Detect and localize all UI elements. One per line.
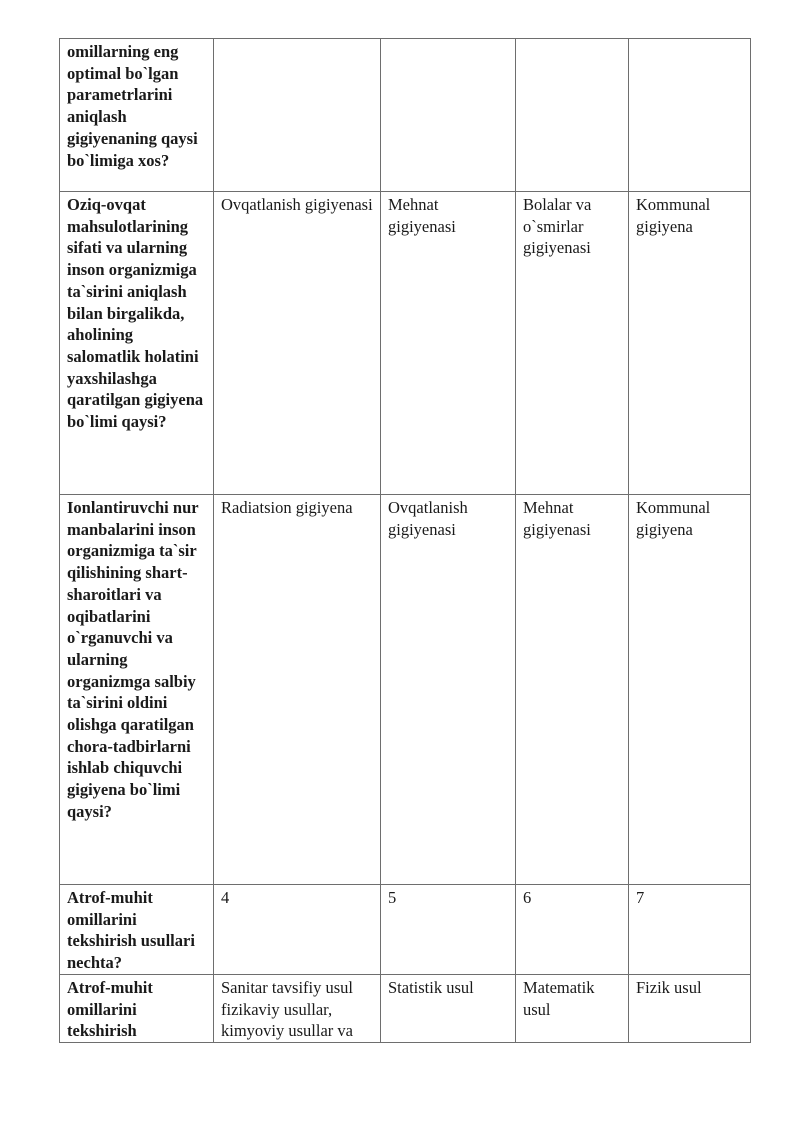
option-cell-a: Radiatsion gigiyena xyxy=(214,495,381,885)
option-cell-b: Ovqatlanish gigiyenasi xyxy=(381,495,516,885)
question-cell: Atrof-muhit omillarini tekshirish usullari nechta? xyxy=(60,885,214,975)
question-cell: omillarning eng optimal bo`lgan parametrlarini aniqlash gigiyenaning qaysi bo`limiga xos? xyxy=(60,39,214,192)
option-cell-a: 4 xyxy=(214,885,381,975)
table-row xyxy=(60,885,751,975)
option-cell-b: Statistik usul xyxy=(381,974,516,1042)
question-cell: Ionlantiruvchi nur manbalarini inson organizmiga ta`sir qilishining shart-sharoitlari va oqibatlarini o`rganuvchi va ularning organizmga salbiy ta`sirini oldini olishga qaratilgan chora-tadbirlarni ishlab chiquvchi gigiyena bo`limi qaysi? xyxy=(60,495,214,885)
table-row xyxy=(60,974,751,1042)
option-cell-b xyxy=(381,39,516,192)
option-cell-d xyxy=(629,39,751,192)
question-table xyxy=(59,38,751,1043)
option-cell-a: Ovqatlanish gigiyenasi xyxy=(214,192,381,495)
option-cell-b: Mehnat gigiyenasi xyxy=(381,192,516,495)
option-cell-d: Kommunal gigiyena xyxy=(629,495,751,885)
option-cell-c: Matematik usul xyxy=(516,974,629,1042)
table-row xyxy=(60,192,751,495)
option-cell-c: 6 xyxy=(516,885,629,975)
question-cell: Oziq-ovqat mahsulotlarining sifati va ularning inson organizmiga ta`sirini aniqlash bilan birgalikda, aholining salomatlik holatini yaxshilashga qaratilgan gigiyena bo`limi qaysi? xyxy=(60,192,214,495)
option-cell-b: 5 xyxy=(381,885,516,975)
question-cell: Atrof-muhit omillarini tekshirish xyxy=(60,974,214,1042)
table-row xyxy=(60,495,751,885)
option-cell-d: 7 xyxy=(629,885,751,975)
option-cell-a xyxy=(214,39,381,192)
option-cell-c xyxy=(516,39,629,192)
option-cell-c: Bolalar va o`smirlar gigiyenasi xyxy=(516,192,629,495)
option-cell-d: Fizik usul xyxy=(629,974,751,1042)
option-cell-d: Kommunal gigiyena xyxy=(629,192,751,495)
option-cell-c: Mehnat gigiyenasi xyxy=(516,495,629,885)
table-row xyxy=(60,39,751,192)
option-cell-a: Sanitar tavsifiy usul fizikaviy usullar, kimyoviy usullar va xyxy=(214,974,381,1042)
